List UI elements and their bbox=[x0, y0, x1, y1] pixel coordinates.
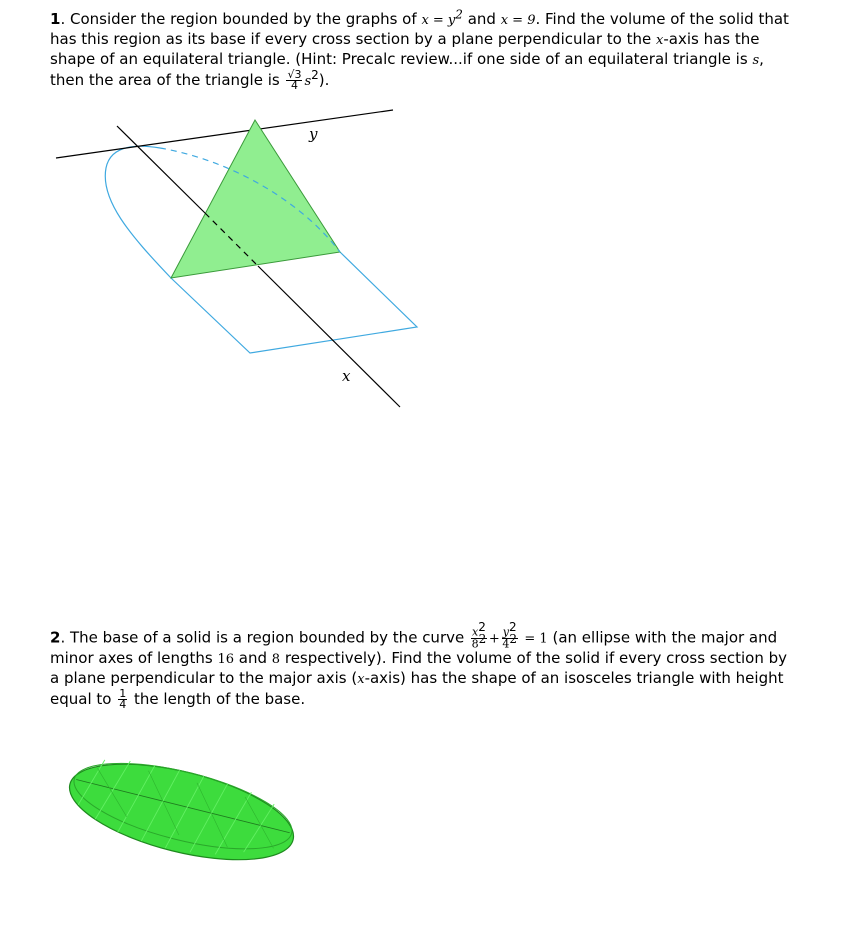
label-y: y bbox=[309, 125, 318, 143]
p1-eq-2: x = 9 bbox=[500, 13, 536, 28]
label-x: x bbox=[342, 367, 351, 385]
p1-s-var: s bbox=[752, 53, 760, 68]
problem-2-number: 2 bbox=[50, 628, 61, 647]
p1-and: and bbox=[467, 10, 496, 28]
p2-text-e: the length of the base. bbox=[134, 690, 306, 709]
p1-s2-exp: 2 bbox=[311, 68, 319, 82]
p2-len-1: 16 bbox=[217, 652, 234, 668]
ellipse-solid-figure bbox=[60, 745, 303, 878]
p2-text-c: respectively). Find the volume of the solid if every cross section by a plane perpendicular to the major axis ( bbox=[50, 649, 787, 688]
p2-plus: + bbox=[488, 631, 500, 647]
problem-2-text bbox=[50, 620, 790, 712]
p2-axis-var: x bbox=[357, 672, 365, 688]
equilateral-triangle bbox=[171, 120, 340, 278]
p1-text-c: -axis has the shape of an equilateral triangle. (Hint: Precalc review...if one side of an equilateral triangle is bbox=[50, 30, 760, 68]
p2-x-fraction bbox=[471, 620, 487, 651]
p2-fy-num: y bbox=[502, 625, 509, 639]
p1-x-var: x bbox=[656, 33, 664, 48]
p1-text-a: . Consider the region bounded by the graphs of bbox=[60, 10, 417, 28]
p2-fy-den: 4 bbox=[502, 637, 510, 651]
p2-fy-num-exp: 2 bbox=[508, 620, 517, 634]
p2-fx-num: x bbox=[472, 625, 479, 639]
p2-eq: = 1 bbox=[524, 631, 548, 647]
p2-text-b: (an ellipse with the major and minor axes of lengths bbox=[50, 628, 778, 668]
p2-and: and bbox=[238, 649, 268, 668]
p2-fy-den-exp: 2 bbox=[509, 631, 518, 646]
x-axis-line-b bbox=[258, 266, 400, 407]
p2-text-a: . The base of a solid is a region bounded by the curve bbox=[60, 628, 465, 647]
p1-frac-den: 4 bbox=[290, 79, 298, 92]
p1-text-b: . Find the volume of the solid that has this region as its base if every cross section by a plane perpendicular to the bbox=[50, 10, 789, 48]
p2-fx-den-exp: 2 bbox=[478, 631, 487, 646]
p2-text-d: -axis) has the shape of an isosceles triangle with height equal to bbox=[50, 669, 784, 709]
p1-eq-1-base: x = y bbox=[421, 13, 456, 28]
p2-fx-den: 8 bbox=[471, 637, 479, 651]
p1-eq-1-exp: 2 bbox=[455, 7, 463, 22]
p1-text-d: , then the area of the triangle is bbox=[50, 50, 764, 89]
p2-y-fraction bbox=[502, 620, 518, 651]
p2-h-num: 1 bbox=[119, 687, 127, 701]
p2-fx-num-exp: 2 bbox=[478, 620, 486, 634]
p1-s2-var: s bbox=[304, 74, 312, 89]
p1-frac-num: √3 bbox=[287, 68, 302, 81]
y-axis-line bbox=[56, 110, 393, 158]
p2-len-2: 8 bbox=[271, 652, 281, 668]
problem-1-number: 1 bbox=[50, 10, 61, 28]
p2-h-den: 4 bbox=[119, 698, 127, 712]
p1-text-e: ). bbox=[318, 71, 330, 89]
p2-height-fraction bbox=[118, 689, 127, 710]
